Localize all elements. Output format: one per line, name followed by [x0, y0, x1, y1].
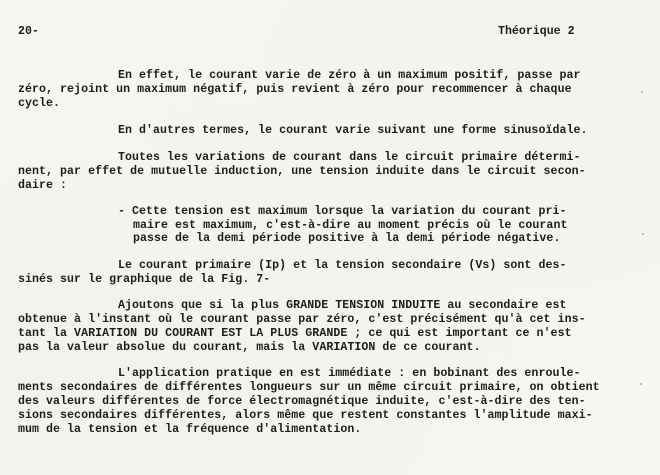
page-number: 20-	[18, 25, 39, 38]
text-line: zéro, rejoint un maximum négatif, puis revient à zéro pour recommencer à chaque	[18, 83, 572, 96]
scan-speck	[642, 233, 644, 235]
text-line: nent, par effet de mutuelle induction, une tension induite dans le circuit secon-	[18, 165, 586, 178]
text-line: sinés sur le graphique de la Fig. 7-	[18, 273, 271, 286]
section-title: Théorique 2	[498, 25, 575, 38]
scan-speck	[641, 91, 643, 93]
text-line: sions secondaires différentes, alors même que restent constantes l'amplitude maxi-	[18, 409, 593, 422]
text-line: passe de la demi période positive à la demi période négative.	[133, 232, 561, 245]
text-line: mum de la tension et la fréquence d'alimentation.	[18, 423, 362, 436]
text-line: cycle.	[18, 97, 61, 110]
text-line: Le courant primaire (Ip) et la tension secondaire (Vs) sont des-	[118, 259, 567, 272]
text-line: L'application pratique en est immédiate : en bobinant des enroule-	[118, 367, 581, 380]
text-line: tant la VARIATION DU COURANT EST LA PLUS GRANDE ; ce qui est important ce n'est	[18, 327, 572, 340]
text-line: En effet, le courant varie de zéro à un maximum positif, passe par	[118, 69, 581, 82]
text-line: - Cette tension est maximum lorsque la variation du courant pri-	[118, 205, 567, 218]
text-line: En d'autres termes, le courant varie suivant une forme sinusoïdale.	[118, 124, 588, 137]
text-line: maire est maximum, c'est-à-dire au moment précis où le courant	[133, 219, 568, 232]
text-line: Ajoutons que si la plus GRANDE TENSION INDUITE au secondaire est	[118, 299, 567, 312]
text-line: ments secondaires de différentes longueurs sur un même circuit primaire, on obtient	[18, 381, 600, 394]
scan-speck	[640, 383, 642, 385]
text-line: obtenue à l'instant où le courant passe par zéro, c'est précisément qu'à cet ins-	[18, 313, 586, 326]
text-line: pas la valeur absolue du courant, mais la VARIATION de ce courant.	[18, 341, 481, 354]
text-line: daire :	[18, 179, 68, 192]
text-line: Toutes les variations de courant dans le circuit primaire détermi-	[118, 151, 581, 164]
text-line: des valeurs différentes de force électromagnétique induite, c'est-à-dire des ten-	[18, 395, 586, 408]
